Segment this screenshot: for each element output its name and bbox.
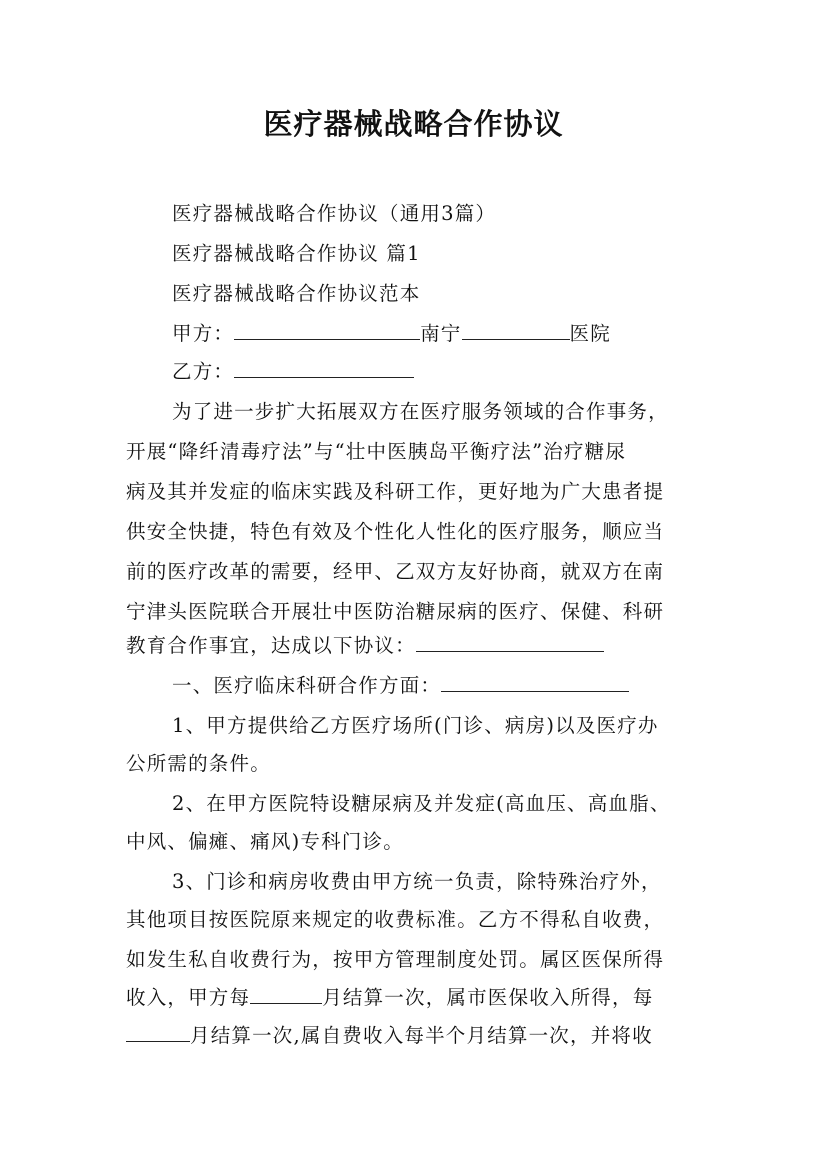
paragraph-text: 教育合作事宜，达成以下协议： (126, 634, 416, 657)
paragraph-line: 供安全快捷，特色有效及个性化人性化的医疗服务，顺应当 (126, 520, 665, 543)
item-3-cont: 其他项目按医院原来规定的收费标准。乙方不得私自收费， (126, 908, 665, 931)
document-title: 医疗器械战略合作协议 (263, 107, 564, 141)
blank-field (234, 321, 420, 340)
section-one-heading: 一、医疗临床科研合作方面： (172, 674, 442, 697)
party-b-label: 乙方： (172, 360, 235, 383)
item-2-line: 2、在甲方医院特设糖尿病及并发症(高血压、高血脂、 (172, 792, 671, 815)
item-3-text: 月结算一次，属市医保收入所得，每 (322, 986, 654, 1009)
blank-field (234, 359, 414, 378)
paragraph-line: 宁津头医院联合开展壮中医防治糖尿病的医疗、保健、科研 (126, 600, 665, 623)
item-3-text: 月结算一次,属自费收入每半个月结算一次，并将收 (190, 1024, 653, 1047)
party-a-line (172, 318, 762, 346)
item-3-cont (126, 1020, 716, 1048)
paragraph-line: 开展“降纤清毒疗法”与“壮中医胰岛平衡疗法”治疗糖尿 (126, 440, 627, 463)
item-2-cont: 中风、偏瘫、痛风)专科门诊。 (126, 830, 404, 853)
paragraph-line: 前的医疗改革的需要，经甲、乙双方友好协商，就双方在南 (126, 560, 665, 583)
item-1-cont: 公所需的条件。 (126, 752, 271, 775)
blank-field (416, 633, 604, 652)
subtitle-line: 医疗器械战略合作协议（通用3篇） (172, 202, 497, 225)
item-3-text: 收入，甲方每 (126, 986, 251, 1009)
section-heading: 医疗器械战略合作协议 篇1 (172, 242, 421, 265)
template-heading: 医疗器械战略合作协议范本 (172, 282, 421, 305)
party-b-line (172, 356, 762, 384)
party-a-label: 甲方： (172, 322, 235, 345)
item-3-line: 3、门诊和病房收费由甲方统一负责，除特殊治疗外， (172, 870, 662, 893)
blank-field (441, 673, 629, 692)
blank-field (250, 985, 322, 1004)
blank-field (462, 321, 570, 340)
party-a-hospital: 医院 (569, 322, 611, 345)
item-1-line: 1、甲方提供给乙方医疗场所(门诊、病房)以及医疗办 (172, 714, 659, 737)
section-one-line (172, 670, 762, 698)
paragraph-line: 为了进一步扩大拓展双方在医疗服务领域的合作事务， (172, 400, 669, 423)
paragraph-line: 病及其并发症的临床实践及科研工作，更好地为广大患者提 (126, 480, 665, 503)
item-3-cont: 如发生私自收费行为，按甲方管理制度处罚。属区医保所得 (126, 948, 665, 971)
item-3-cont (126, 982, 716, 1010)
party-a-city: 南宁 (420, 322, 462, 345)
paragraph-line-last (126, 630, 716, 658)
blank-field (126, 1023, 190, 1042)
